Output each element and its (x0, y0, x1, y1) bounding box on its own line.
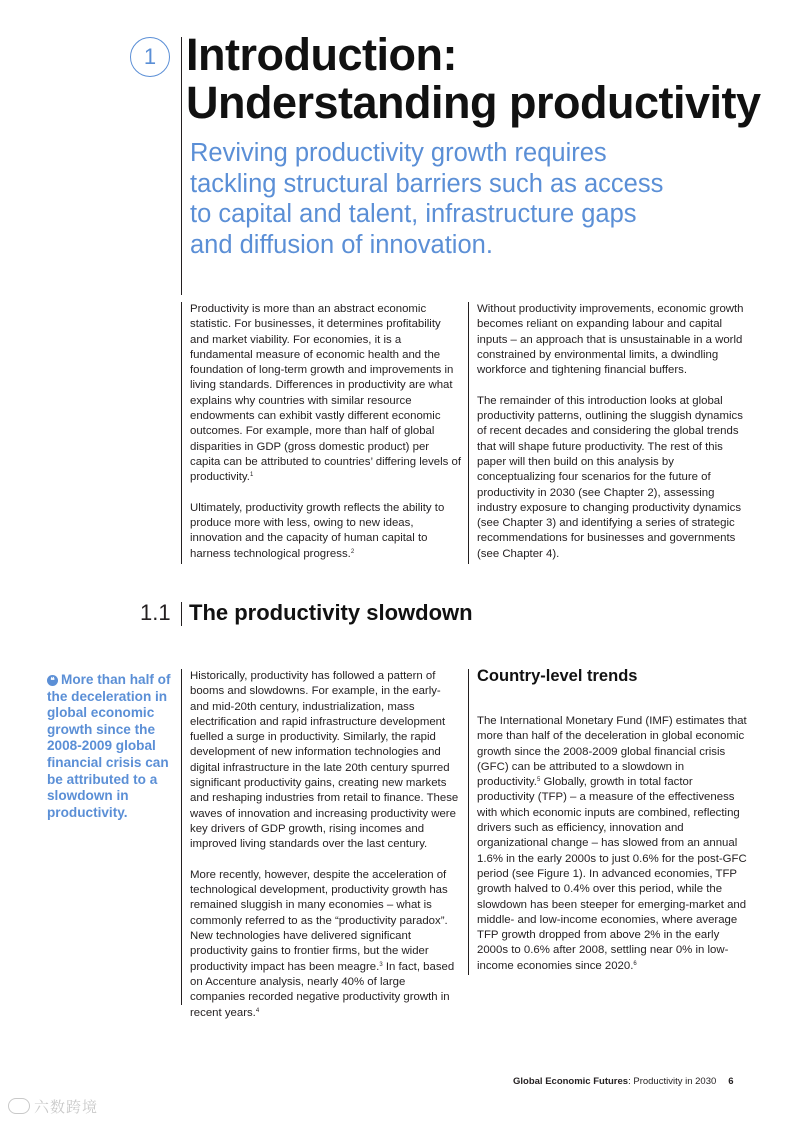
footnote-ref[interactable]: 1 (249, 472, 254, 479)
paragraph: The remainder of this introduction looks at global productivity patterns, outlining the sluggish dynamics of recent decades and considering the global trends that will shape future productivity. The rest of this paper will then build on this analysis by conceptualizing four scenarios for the future of productivity in 2030 (see Chapter 2), assessing industry exposure to changing productivity dynamics (see Chapter 3) and identifying a series of strategic recommendations for businesses and governments (see Chapter 4). (477, 394, 743, 560)
paragraph: Historically, productivity has followed a pattern of booms and slowdowns. For example, in the early- and mid-20th century, industrialization, mass electrification and rapid infrastructure development fuelled a surge in productivity. Similarly, the rapid development of new information technologies and digital infrastructure in the late 20th century spurred significant productivity gains, creating new markets and reshaping industries from retail to finance. These waves of innovation and increasing productivity were key drivers of GDP growth, rising incomes and improved living standards over the last century. (190, 670, 459, 851)
chapter-subtitle: Reviving productivity growth requires tackling structural barriers such as access to capital and talent, infrastructure gaps and diffusion of innovation. (190, 139, 664, 259)
section-title: The productivity slowdown (189, 600, 473, 625)
footnote-ref[interactable]: 4 (255, 1007, 260, 1014)
paragraph: The International Monetary Fund (IMF) estimates that more than half of the deceleration in global economic growth since the 2008-2009 global financial crisis (GFC) can be attributed to a slowdown in productivity.$^5$ Globally, growth in total factor productivity (TFP) – a measure of the effectiveness with which economic inputs are combined, reflecting drivers such as efficiency, innovation and organizational change – has slowed from an annual 1.6% in the early 2000s to just 0.6% for the post-GFC period (see Figure 1). In advanced economies, TFP growth halved to 0.4% over this period, while the slowdown has been steeper for emerging-market and middle- and low-income economies, where average TFP growth dropped from above 2% in the early 2000s to 0.6% after 2008, settling near 0% in low-income economies since 2020.$^6$ (477, 715, 747, 972)
footnote-ref[interactable]: 3 (379, 961, 383, 968)
section-divider (181, 602, 182, 626)
chapter-number-badge (130, 37, 170, 77)
paragraph: Without productivity improvements, economic growth becomes reliant on expanding labour and capital inputs – an approach that is unsustainable in a world constrained by environmental limits, a dwindling workforce and tightening financial buffers. (477, 303, 744, 377)
footnote-ref[interactable]: 5 (536, 777, 541, 784)
watermark-text: 六数跨境 (34, 1099, 99, 1116)
watermark (8, 1096, 98, 1117)
intro-left-column (190, 302, 462, 562)
section-number: 1.1 (140, 600, 171, 625)
paragraph: More recently, however, despite the acceleration of technological development, productivity growth has remained sluggish in many economies – what is commonly referred to as the “productivity paradox”. New technologies have delivered significant productivity gains to frontier firms, but the wider productivity impact has been meagre.$^3$ In fact, based on Accenture analysis, nearly 40% of large companies recorded negative productivity growth in recent years.$^4$ (190, 868, 455, 1019)
chapter-number: 1 (143, 44, 157, 69)
paragraph: Productivity is more than an abstract economic statistic. For businesses, it determines profitability and market viability. For economies, it is a fundamental measure of economic health and the foundation of long-term growth and improvements in living standards. Differences in productivity are what explains why countries with similar resource endowments can exhibit vastly different economic outcomes. For example, more than half of global disparities in GDP (gross domestic product) per capita can be attributed to countries’ differing levels of productivity.$^1$ (190, 303, 462, 484)
subsection-title: Country-level trends (477, 667, 638, 685)
pull-quote (47, 672, 172, 821)
footer-publication: Global Economic Futures (513, 1076, 629, 1087)
column-rule (468, 669, 469, 975)
watermark-logo-icon (8, 1098, 30, 1114)
intro-right-column (477, 302, 749, 562)
column-rule (468, 302, 469, 564)
quote-icon: ❝ (47, 675, 58, 686)
footer-subtitle: Productivity in 2030 (633, 1076, 717, 1087)
paragraph: Ultimately, productivity growth reflects the ability to produce more with less, owing to new ideas, innovation and the capacity of human capital to harness technological progress.$^2$ (190, 501, 445, 560)
section-left-column (190, 669, 462, 1021)
column-rule (181, 669, 182, 1005)
footnote-ref[interactable]: 6 (633, 960, 637, 967)
page-number: 6 (728, 1076, 734, 1087)
pull-quote-text: More than half of the deceleration in global economic growth since the 2008-2009 global financial crisis can be attributed to a slowdown in productivity. (47, 672, 171, 820)
footnote-ref[interactable]: 2 (350, 548, 355, 555)
page-footer: Global Economic Futures: Productivity in 2030 6 (513, 1076, 734, 1087)
page-title: Introduction: Understanding productivity (186, 29, 761, 128)
section-right-column (477, 714, 749, 974)
title-divider (181, 37, 182, 295)
column-rule (181, 302, 182, 564)
